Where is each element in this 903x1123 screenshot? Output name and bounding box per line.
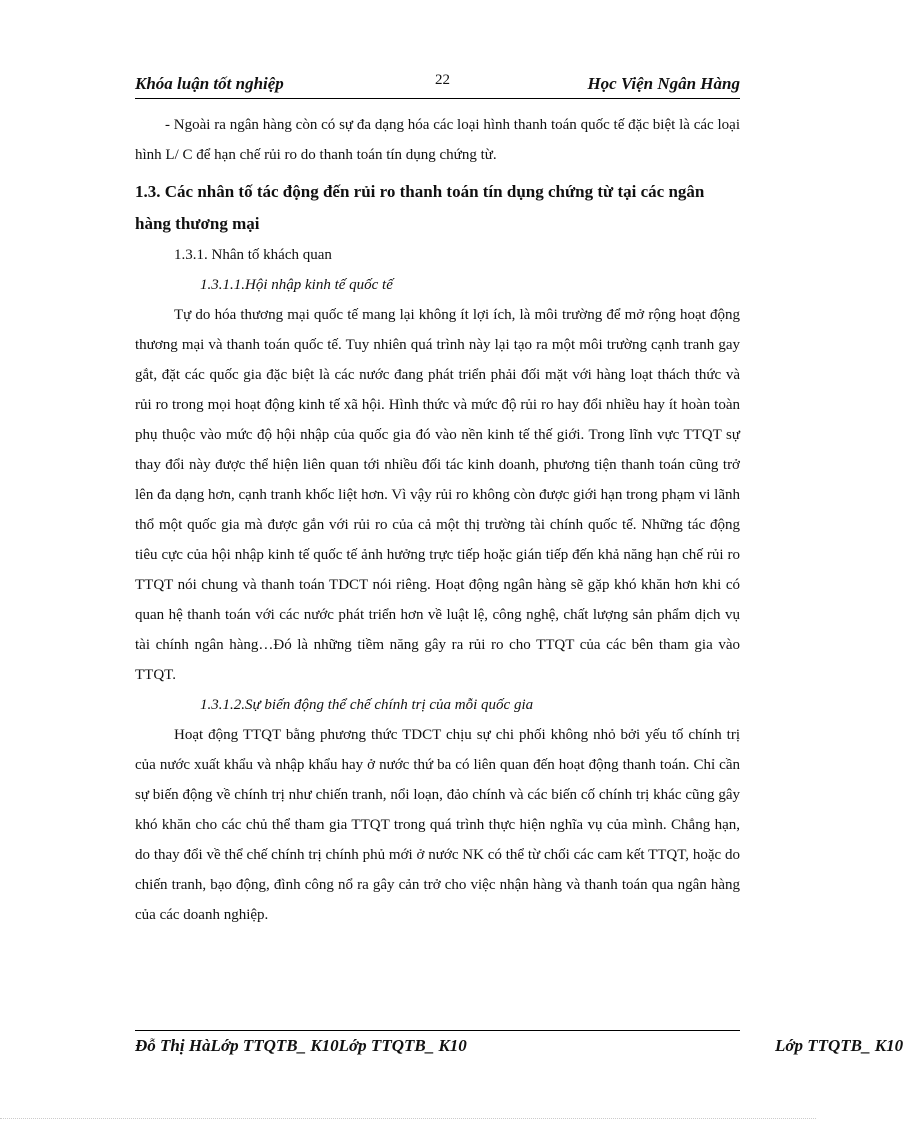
page-number: 22: [435, 72, 450, 88]
paragraph-integration: Tự do hóa thương mại quốc tế mang lại không ít lợi ích, là môi trường để mở rộng hoạt động thương mại và thanh toán quốc tế. Tuy nhiên quá trình này lại tạo ra một môi trường cạnh tranh gay gắt, đặt các quốc gia đặc biệt là các nước đang phát triển phải đối mặt với hàng loạt thách thức và rủi ro trong mọi hoạt động kinh tế xã hội. Hình thức và mức độ rủi ro hay đổi nhiều hay ít hoàn toàn phụ thuộc vào mức độ hội nhập của quốc gia đó vào nền kinh tế thế giới. Trong lĩnh vực TTQT sự thay đổi này được thể hiện liên quan tới nhiều đối tác kinh doanh, phương tiện thanh toán cũng trở lên đa dạng hơn, cạnh tranh khốc liệt hơn. Vì vậy rủi ro không còn được giới hạn trong phạm vi lãnh thổ một quốc gia mà được gắn với rủi ro của cả một thị trường tài chính quốc tế. Những tác động tiêu cực của hội nhập kinh tế quốc tế ảnh hưởng trực tiếp hoặc gián tiếp đến khả năng hạn chế rủi ro TTQT nói chung và thanh toán TDCT nói riêng. Hoạt động ngân hàng sẽ gặp khó khăn hơn khi có quan hệ thanh toán với các nước phát triển hơn về luật lệ, công nghệ, chất lượng sản phẩm dịch vụ tài chính ngân hàng…Đó là những tiềm năng gây ra rủi ro cho TTQT của các bên tham gia vào TTQT.: [135, 307, 740, 683]
header-thesis-label: Khóa luận tốt nghiệp: [135, 74, 284, 93]
intro-paragraph: - Ngoài ra ngân hàng còn có sự đa dạng hóa các loại hình thanh toán quốc tế đặc biệt là các loại hình L/ C để hạn chế rủi ro do thanh toán tín dụng chứng từ.: [135, 117, 740, 163]
paragraph-politics: Hoạt động TTQT bằng phương thức TDCT chịu sự chi phối không nhỏ bởi yếu tố chính trị của nước xuất khẩu và nhập khẩu hay ở nước thứ ba có liên quan đến hoạt động thanh toán. Chỉ cần sự biến động về chính trị như chiến tranh, nổi loạn, đảo chính và các biến cố chính trị khác cũng gây khó khăn cho các chủ thể tham gia TTQT trong quá trình thực hiện nghĩa vụ của mình. Chẳng hạn, do thay đổi về thể chế chính trị chính phủ mới ở nước NK có thể từ chối các cam kết TTQT, hoặc do chiến tranh, bạo động, đình công nổ ra gây cản trở cho việc nhận hàng và thanh toán qua ngân hàng của các doanh nghiệp.: [135, 727, 740, 923]
footer-class: Lớp TTQTB_ K10: [775, 1036, 903, 1055]
header-institution: Học Viện Ngân Hàng: [587, 74, 740, 93]
page-header: [135, 70, 740, 99]
subsubsection-heading-1: 1.3.1.1.Hội nhập kinh tế quốc tế: [200, 277, 393, 293]
footer-author-class: Đỗ Thị HàLớp TTQTB_ K10Lớp TTQTB_ K10: [135, 1036, 467, 1055]
document-body: [135, 110, 740, 930]
page-footer: [135, 1036, 903, 1056]
section-heading: 1.3. Các nhân tố tác động đến rủi ro thanh toán tín dụng chứng từ tại các ngân hàng thương mại: [135, 182, 705, 233]
page-edge-divider: [0, 1118, 816, 1119]
subsubsection-heading-2: 1.3.1.2.Sự biến động thể chế chính trị của mỗi quốc gia: [200, 697, 534, 713]
footer-divider: [135, 1030, 740, 1031]
subsection-heading: 1.3.1. Nhân tố khách quan: [174, 247, 332, 263]
